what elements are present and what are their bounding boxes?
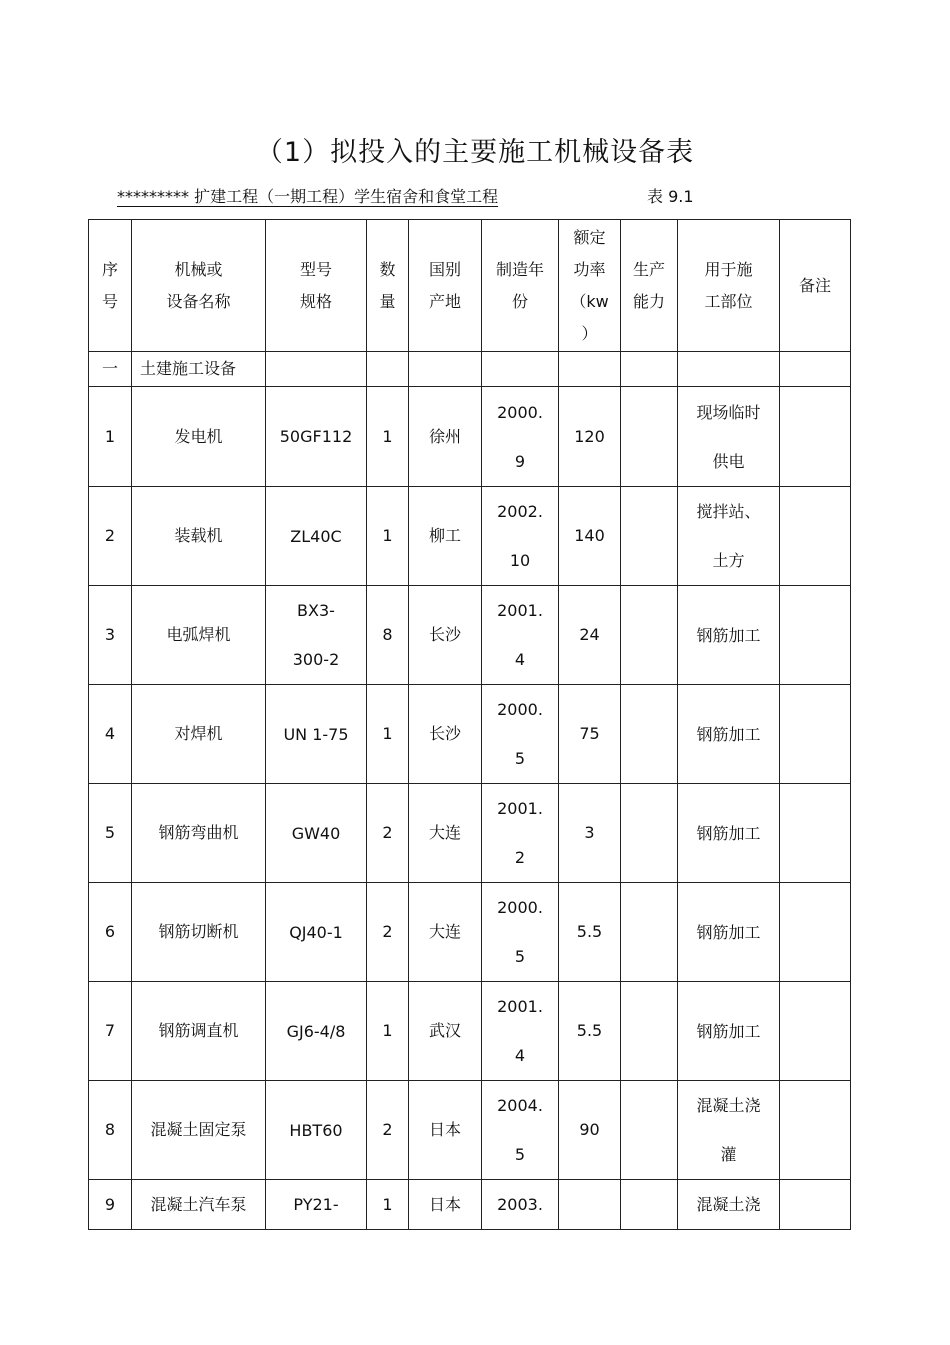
- row-no: 7: [89, 982, 132, 1081]
- row-model: ZL40C: [266, 487, 367, 586]
- row-use: 钢筋加工: [678, 883, 780, 982]
- row-origin: 大连: [409, 883, 482, 982]
- row-year: 2000. 5: [482, 883, 559, 982]
- table-row: [89, 1180, 851, 1230]
- row-remark: [780, 685, 851, 784]
- row-equipment-name: 钢筋切断机: [132, 883, 266, 982]
- row-origin: 徐州: [409, 387, 482, 487]
- row-origin: 柳工: [409, 487, 482, 586]
- row-remark: [780, 1081, 851, 1180]
- table-row: [89, 982, 851, 1081]
- row-equipment-name: 电弧焊机: [132, 586, 266, 685]
- row-origin: 大连: [409, 784, 482, 883]
- row-origin: 长沙: [409, 586, 482, 685]
- header-name: 机械或 设备名称: [132, 220, 266, 352]
- row-power: 5.5: [559, 982, 621, 1081]
- header-year: 制造年 份: [482, 220, 559, 352]
- row-no: 6: [89, 883, 132, 982]
- row-use: 现场临时 供电: [678, 387, 780, 487]
- row-no: 8: [89, 1081, 132, 1180]
- header-capacity: 生产 能力: [621, 220, 678, 352]
- row-power: 75: [559, 685, 621, 784]
- row-capacity: [621, 487, 678, 586]
- row-remark: [780, 387, 851, 487]
- row-model: PY21-: [266, 1180, 367, 1230]
- row-no: 9: [89, 1180, 132, 1230]
- row-origin: 日本: [409, 1180, 482, 1230]
- header-qty: 数 量: [367, 220, 409, 352]
- row-year: 2001. 4: [482, 586, 559, 685]
- row-qty: 1: [367, 387, 409, 487]
- row-no: 2: [89, 487, 132, 586]
- row-power: 90: [559, 1081, 621, 1180]
- row-equipment-name: 混凝土汽车泵: [132, 1180, 266, 1230]
- section-row: [89, 352, 851, 387]
- row-remark: [780, 982, 851, 1081]
- row-model: UN 1-75: [266, 685, 367, 784]
- row-use: 钢筋加工: [678, 586, 780, 685]
- row-qty: 2: [367, 784, 409, 883]
- row-qty: 1: [367, 685, 409, 784]
- row-capacity: [621, 387, 678, 487]
- header-origin: 国别 产地: [409, 220, 482, 352]
- row-equipment-name: 装载机: [132, 487, 266, 586]
- row-model: HBT60: [266, 1081, 367, 1180]
- row-capacity: [621, 784, 678, 883]
- row-capacity: [621, 982, 678, 1081]
- row-equipment-name: 发电机: [132, 387, 266, 487]
- row-capacity: [621, 1180, 678, 1230]
- row-year: 2003.: [482, 1180, 559, 1230]
- row-model: QJ40-1: [266, 883, 367, 982]
- table-row: [89, 586, 851, 685]
- row-model: BX3- 300-2: [266, 586, 367, 685]
- row-year: 2001. 4: [482, 982, 559, 1081]
- row-equipment-name: 对焊机: [132, 685, 266, 784]
- row-qty: 1: [367, 1180, 409, 1230]
- table-row: [89, 883, 851, 982]
- row-model: 50GF112: [266, 387, 367, 487]
- row-capacity: [621, 883, 678, 982]
- row-use: 混凝土浇 灌: [678, 1081, 780, 1180]
- row-remark: [780, 784, 851, 883]
- row-equipment-name: 混凝土固定泵: [132, 1081, 266, 1180]
- row-year: 2002. 10: [482, 487, 559, 586]
- row-remark: [780, 1180, 851, 1230]
- row-capacity: [621, 1081, 678, 1180]
- row-origin: 日本: [409, 1081, 482, 1180]
- row-power: 24: [559, 586, 621, 685]
- header-use: 用于施 工部位: [678, 220, 780, 352]
- header-no: 序 号: [89, 220, 132, 352]
- section-num: 一: [89, 352, 132, 387]
- table-header-row: [89, 220, 851, 352]
- project-name: ********* 扩建工程（一期工程）学生宿舍和食堂工程: [117, 187, 499, 206]
- row-remark: [780, 487, 851, 586]
- row-no: 4: [89, 685, 132, 784]
- row-capacity: [621, 586, 678, 685]
- row-model: GW40: [266, 784, 367, 883]
- row-power: 120: [559, 387, 621, 487]
- row-qty: 1: [367, 487, 409, 586]
- row-no: 5: [89, 784, 132, 883]
- row-year: 2001. 2: [482, 784, 559, 883]
- row-use: 钢筋加工: [678, 685, 780, 784]
- row-equipment-name: 钢筋弯曲机: [132, 784, 266, 883]
- row-origin: 武汉: [409, 982, 482, 1081]
- row-use: 混凝土浇: [678, 1180, 780, 1230]
- header-power: 额定 功率 （kw ）: [559, 220, 621, 352]
- row-year: 2004. 5: [482, 1081, 559, 1180]
- page-title: （1）拟投入的主要施工机械设备表: [255, 137, 695, 168]
- table-number: 表 9.1: [647, 187, 694, 206]
- table-row: [89, 387, 851, 487]
- row-power: 140: [559, 487, 621, 586]
- row-qty: 2: [367, 1081, 409, 1180]
- row-use: 钢筋加工: [678, 784, 780, 883]
- row-model: GJ6-4/8: [266, 982, 367, 1081]
- header-remark: 备注: [780, 220, 851, 352]
- table-row: [89, 685, 851, 784]
- table-row: [89, 784, 851, 883]
- table-row: [89, 487, 851, 586]
- row-qty: 8: [367, 586, 409, 685]
- table-row: [89, 1081, 851, 1180]
- row-power: 3: [559, 784, 621, 883]
- row-qty: 2: [367, 883, 409, 982]
- row-use: 钢筋加工: [678, 982, 780, 1081]
- row-origin: 长沙: [409, 685, 482, 784]
- row-year: 2000. 5: [482, 685, 559, 784]
- row-qty: 1: [367, 982, 409, 1081]
- row-capacity: [621, 685, 678, 784]
- row-power: [559, 1180, 621, 1230]
- header-model: 型号 规格: [266, 220, 367, 352]
- row-no: 1: [89, 387, 132, 487]
- row-use: 搅拌站、 土方: [678, 487, 780, 586]
- row-remark: [780, 883, 851, 982]
- row-year: 2000. 9: [482, 387, 559, 487]
- section-label: 土建施工设备: [132, 352, 266, 387]
- row-remark: [780, 586, 851, 685]
- row-equipment-name: 钢筋调直机: [132, 982, 266, 1081]
- equipment-table: [88, 219, 851, 1230]
- row-power: 5.5: [559, 883, 621, 982]
- row-no: 3: [89, 586, 132, 685]
